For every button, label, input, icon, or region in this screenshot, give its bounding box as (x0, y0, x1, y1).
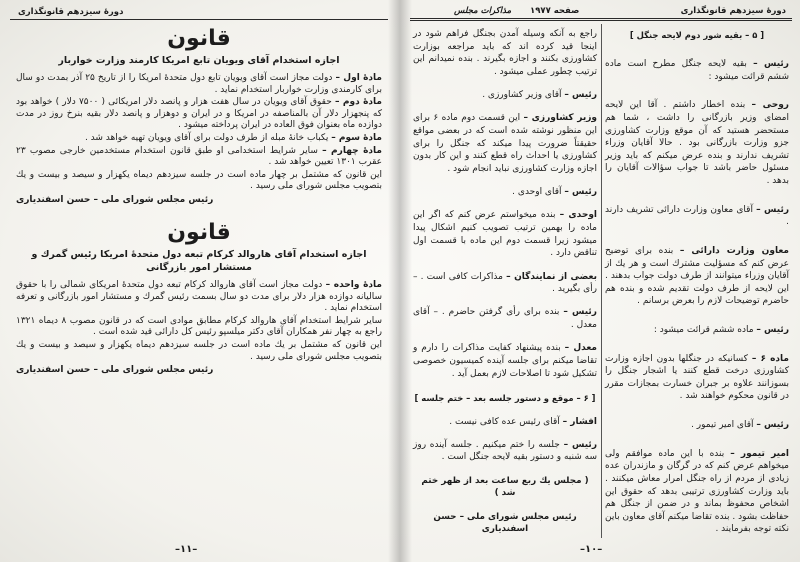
article-text: سایر شرایط استخدام آقای هاروالد کرکام مطابق موادی است که در قانون مصوب ۸ دیماه ۱۳۲۱ راجع به چهار نفر همکاران آقای دکتر میلسپو رئیس کل دارائی قید شده است . (16, 315, 382, 338)
speech-paragraph (605, 353, 789, 403)
section-heading: [ ۵ – بقیه شور دوم لایحه جنگل ] (629, 30, 765, 40)
speech-text: بنده پیشنهاد کفایت مذاکرات را دارم و تقاضا میکنم برای جلسه آینده کمیسیون خصوصی تشکیل شود تا اصلاحات لازم بعمل آید . (413, 343, 597, 379)
article-label: مادهٔ سوم – (331, 132, 382, 143)
article-text: این قانون که مشتمل بر یك ماده است در جلسه سیزدهم دیماه یکهزار و سیصد و بیست و یك بتصویب مجلس شورای ملی رسید . (16, 339, 382, 362)
header-proceedings-title: مذاکرات مجلس (454, 6, 512, 16)
speech-paragraph (605, 419, 789, 432)
speech-paragraph (605, 58, 789, 83)
speech-text: بنده برای رأی گرفتن حاضرم . – آقای معدل . (413, 307, 597, 330)
law-article (16, 97, 382, 132)
article-label: مادهٔ واحده – (325, 279, 383, 290)
speech-text: آقای معاون وزارت دارائی تشریف دارند . (605, 204, 789, 228)
speaker-name: رئیس – (564, 90, 597, 101)
article-label: مادهٔ دوم – (334, 97, 382, 108)
law-title: اجازه استخدام آقای ویویان تابع امریکا کارمند وزارت خواربار (58, 55, 340, 66)
speaker-name: رئیس – (756, 204, 790, 215)
article-text: دولت مجاز است آقای هاروالد کرکام تبعه دول متحدهٔ امریکای شمالی را با حقوق سالیانه دوازده هزار دلار برای مدت دو سال بسمت رئیس گمرك و مستشار امور بازرگانی و تعرفه استخدام نماید . (16, 279, 382, 314)
speaker-name: معدل – (564, 343, 597, 354)
left-page (10, 0, 388, 562)
speaker-name: رئیس – (753, 59, 789, 70)
speech-paragraph (413, 439, 597, 464)
law-articles (16, 280, 382, 363)
law-vivian-employment (16, 24, 382, 206)
speech-paragraph (413, 209, 597, 259)
text-paragraph (413, 28, 597, 78)
speaker-name: امیر تیمور – (730, 448, 789, 459)
right-text-column (605, 28, 789, 536)
right-page-number: –۱۰– (580, 544, 603, 555)
speech-paragraph (413, 342, 597, 380)
speaker-name: افشار – (562, 416, 597, 427)
speech-paragraph (605, 324, 789, 337)
law-article (16, 170, 382, 193)
law-article (16, 146, 382, 169)
law-article (16, 73, 382, 96)
left-text-column (413, 28, 597, 536)
speech-text: این قسمت دوم ماده ۶ برای این منظور نوشته شده است که در بعضی مواقع حقیقتاً ضرورت پیدا میکند که جنگل را برای کشاورزی یا احداث راه قطع کنند و این کار بدون اجازه وزارت کشاورزی نباید انجام شود . (413, 113, 597, 174)
right-page (410, 0, 792, 562)
laws-list (16, 24, 382, 388)
speech-text: بنده با این ماده موافقم ولی میخواهم عرض کنم که در گرگان و مازندران عده زیادی از مردم از راه جنگل امرار معاش میکنند . باید وزارت کشاورزی ترتیبی بدهد که حقوق این اشخاص محفوظ بماند و در ضمن از جنگل هم حفاظت بشود . بنده تقاضا میکنم آقای معاون باین نکته توجه بفرمایند . (605, 448, 789, 535)
article-text: سایر شرایط استخدامی او طبق قانون استخدام مستخدمین خارجی مصوب ۲۳ عقرب ۱۳۰۱ تعیین خواهد شد . (16, 145, 382, 168)
speaker-name: رئیس – (756, 420, 789, 431)
law-kirkham-employment (16, 218, 382, 376)
right-page-header (410, 3, 792, 21)
law-signature: رئیس مجلس شورای ملی – حسن اسفندیاری (16, 365, 214, 376)
speaker-name: بعضی از نمایندگان – (506, 271, 597, 282)
speaker-name: رئیس – (564, 187, 597, 198)
left-header-session-label: دورهٔ سیزدهم قانونگذاری (18, 7, 124, 17)
law-article (16, 133, 382, 145)
left-page-header (10, 3, 388, 20)
speech-paragraph (605, 448, 789, 536)
speaker-name: روحی – (751, 100, 789, 111)
article-label: مادهٔ اول – (335, 73, 382, 83)
law-title: اجازه استخدام آقای هاروالد کرکام تبعه دول متحدهٔ امریکا رئیس گمرك و مستشار امور بازرگانی (31, 248, 367, 273)
speech-paragraph (605, 99, 789, 187)
speech-text: جلسه را ختم میکنیم . جلسه آینده روز سه شنبه و دستور بقیه لایحه جنگل است . (413, 439, 597, 463)
law-article (16, 280, 382, 315)
law-heading: قانون (167, 219, 231, 245)
speech-paragraph (413, 306, 597, 331)
speaker-name: اوحدی – (559, 210, 597, 221)
speech-paragraph (605, 204, 789, 229)
header-page-label: صفحه ۱۹۷۷ (530, 6, 580, 16)
speech-text: راجع به آنکه وسیله آمدن بجنگل فراهم شود در اینجا قید کرده اند که باید مراجعه بوزارت کشاورزی بکنند و اجازه بگیرند . بنده نمیدانم این ترتیب چطور عملی میشود . (413, 29, 597, 77)
speech-text: آقای اوحدی . (512, 187, 562, 198)
speaker-name: وزیر کشاورزی – (523, 113, 597, 124)
speech-text: آقای رئیس عده کافی نیست . (449, 416, 560, 427)
article-text: دولت مجاز است آقای ویویان تابع دول متحدهٔ امریکا را از تاریخ ۲۵ آذر بمدت دو سال برای کارمندی وزارت خواربار استخدام نماید . (16, 73, 382, 95)
session-closing-note: ( مجلس یك ربع ساعت بعد از ظهر ختم شد ) (421, 475, 589, 499)
speech-text: بقیه لایحه جنگل مطرح است ماده ششم قرائت میشود : (605, 59, 789, 82)
speech-text: مذاکرات کافی است . – رأی بگیرید . (413, 271, 597, 295)
speech-text: کسانیکه در جنگلها بدون اجازه وزارت کشاورزی درخت قطع کنند یا اشجار جنگل را بسوزانند علاوه بر جبران خسارت بمجازات مقرر در قانون محکوم خواهند شد . (605, 353, 789, 402)
speech-text: آقای امیر تیمور . (691, 420, 754, 431)
speech-paragraph (413, 89, 597, 102)
speech-paragraph (605, 245, 789, 308)
book-gutter-shadow (388, 0, 412, 562)
left-page-number: –۱۱– (175, 544, 198, 555)
speaker-name: رئیس – (563, 307, 597, 318)
section-heading: [ ۶ – موقع و دستور جلسه بعد – ختم جلسه ] (414, 392, 596, 403)
speaker-name: رئیس – (756, 324, 789, 335)
speech-text: بنده میخواستم عرض کنم که اگر این ماده را بهمین ترتیب تصویب کنیم اشکال پیدا میشود زیرا قسمت دوم این ماده با قسمت اول تناقض دارد . (413, 210, 597, 259)
speaker-name: معاون وزارت دارائی – (679, 245, 789, 256)
law-heading: قانون (167, 26, 231, 51)
speech-paragraph (413, 112, 597, 175)
column-divider (601, 24, 602, 538)
law-signature: رئیس مجلس شورای ملی – حسن اسفندیاری (16, 194, 214, 205)
article-text: این قانون که مشتمل بر چهار ماده است در جلسه سیزدهم دیماه یکهزار و سیصد و بیست و یك بتصویب مجلس شورای ملی رسید . (16, 169, 382, 192)
article-label: مادهٔ چهارم – (322, 145, 382, 156)
speech-text: بنده اخطار داشتم . آقا این لایحه امضای وزیر بازرگانی را داشت ، شما هم مستحضر هستید که آن موقع وزارت کشاورزی جزو وزارت بازرگانی بود . حالا آقایان وزراء تشریف ندارند و بنده عرض میکنم که باید وزیر مسئول حاضر باشد تا جواب سؤالات آقایان را بدهد . (605, 100, 789, 186)
speech-paragraph (413, 416, 597, 429)
speaker-name: رئیس – (563, 439, 597, 450)
speech-paragraph (413, 186, 597, 199)
article-text: حقوق آقای ویویان در سال هفت هزار و پانصد دلار امریکائی ( ۷۵۰۰ دلار ) خواهد بود که پنجهزار دلار آن بالمناصفه در امریکا و در ایران و دوهزار و پانصد دلار بقیه بنرخ روز در مدت دوازده ماه بعنوان فوق العاده در ایران پرداخته میشود . (16, 97, 382, 131)
speech-text: ماده ششم قرائت میشود : (653, 324, 754, 335)
speech-text: بنده برای توضیح عرض کنم که مسؤلیت مشترك است و هر یك از آقایان وزراء میتوانند از طرف دولت جواب بدهند . این لایحه از طرف دولت تقدیم شده و بنده هم حاضرم توضیحات لازم را بعرض برسانم . (605, 245, 789, 307)
speaker-name: ماده ۶ – (751, 353, 789, 364)
header-session-label: دورهٔ سیزدهم قانونگذاری (680, 6, 786, 16)
law-article (16, 340, 382, 363)
speech-text: آقای وزیر کشاورزی . (482, 90, 562, 101)
law-article (16, 316, 382, 339)
law-articles (16, 73, 382, 193)
article-text: یکباب خانهٔ مبله از طرف دولت برای آقای ویویان تهیه خواهد شد . (84, 132, 329, 143)
speech-paragraph (413, 271, 597, 296)
president-signature: رئیس مجلس شورای ملی – حسن اسفندیاری (433, 511, 577, 535)
